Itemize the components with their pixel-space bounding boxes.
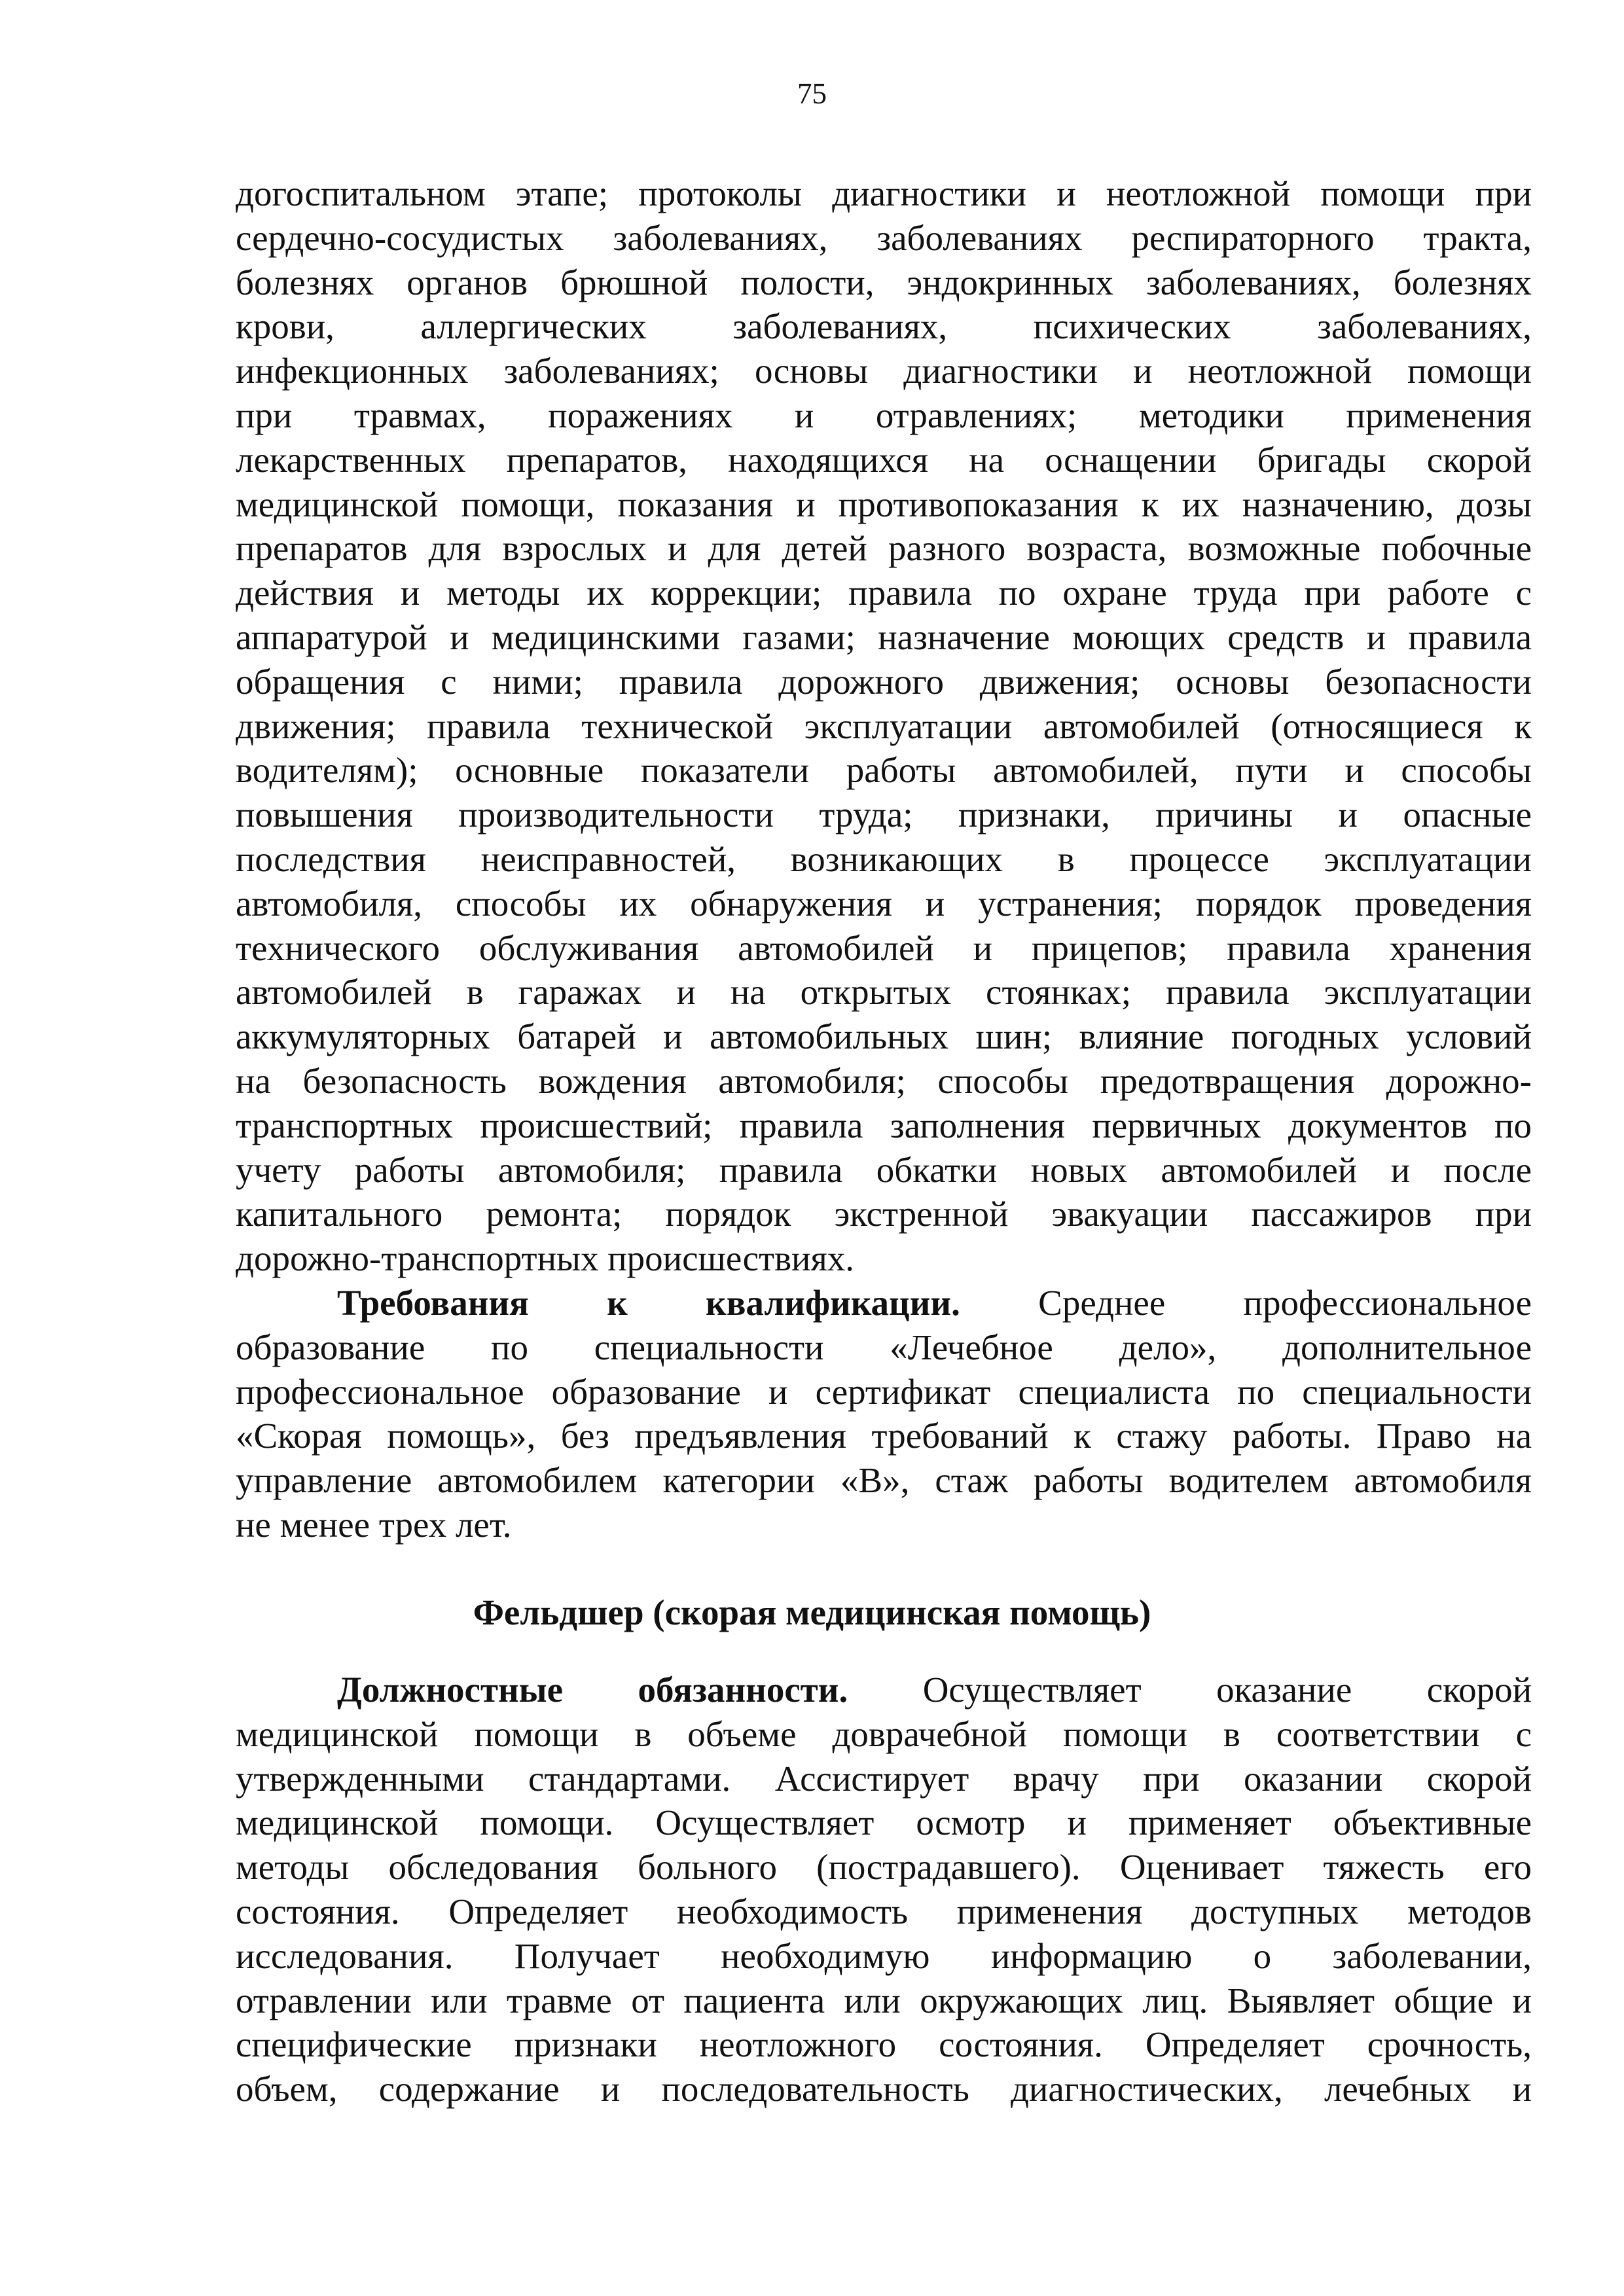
text-line: исследования. Получает необходимую информацию о заболевании, [236,1935,1532,1976]
text-line: не менее трех лет. [236,1504,512,1545]
page-number: 75 [797,77,827,110]
text-line: капитального ремонта; порядок экстренной эвакуации пассажиров при [236,1194,1532,1234]
text-line: отравлении или травме от пациента или окружающих лиц. Выявляет общие и [236,1980,1532,2020]
text-line: лекарственных препаратов, находящихся на оснащении бригады скорой [236,439,1532,480]
text-line: транспортных происшествий; правила заполнения первичных документов по [236,1105,1532,1145]
text-line: состояния. Определяет необходимость применения доступных методов [236,1891,1532,1931]
text-line-lead [236,1668,1532,1712]
text-line: медицинской помощи, показания и противопоказания к их назначению, дозы [236,484,1532,524]
text-line: автомобиля, способы их обнаружения и устранения; порядок проведения [236,883,1532,924]
text-line: «Скорая помощь», без предъявления требований к стажу работы. Право на [236,1416,1532,1456]
text-line: действия и методы их коррекции; правила по охране труда при работе с [236,573,1532,613]
text-line: технического обслуживания автомобилей и прицепов; правила хранения [236,927,1532,968]
text-line: автомобилей в гаражах и на открытых стоянках; правила эксплуатации [236,972,1532,1013]
paragraph-continuation [236,171,1532,1281]
text-line: управление автомобилем категории «В», стаж работы водителем автомобиля [236,1460,1532,1501]
text-line: болезнях органов брюшной полости, эндокринных заболеваниях, болезнях [236,262,1532,302]
duties-label: Должностные обязанности. [337,1670,848,1710]
text-line: дорожно-транспортных происшествиях. [236,1238,855,1279]
paragraph-duties [236,1668,1532,2111]
text-line: объем, содержание и последовательность диагностических, лечебных и [236,2069,1532,2109]
text-line: водителям); основные показатели работы автомобилей, пути и способы [236,750,1532,791]
text-line: медицинской помощи. Осуществляет осмотр и применяет объективные [236,1803,1532,1843]
duties-lead-text: Осуществляет оказание скорой [922,1670,1532,1710]
text-line: препаратов для взрослых и для детей разного возраста, возможные побочные [236,528,1532,569]
text-line: профессиональное образование и сертификат специалиста по специальности [236,1371,1532,1412]
qualification-label: Требования к квалификации. [337,1283,960,1323]
text-line: аккумуляторных батарей и автомобильных шин; влияние погодных условий [236,1016,1532,1057]
text-line: крови, аллергических заболеваниях, психических заболеваниях, [236,306,1532,347]
text-line: на безопасность вождения автомобиля; способы предотвращения дорожно- [236,1060,1532,1101]
text-line: повышения производительности труда; признаки, причины и опасные [236,795,1532,835]
qualification-lead-text: Среднее профессиональное [1038,1283,1532,1323]
paragraph-qualification [236,1281,1532,1547]
text-line: догоспитальном этапе; протоколы диагностики и неотложной помощи при [236,173,1532,213]
text-line: методы обследования больного (пострадавшего). Оценивает тяжесть его [236,1847,1532,1888]
text-line: обращения с ними; правила дорожного движения; основы безопасности [236,661,1532,702]
text-line: при травмах, поражениях и отравлениях; методики применения [236,395,1532,435]
text-line: сердечно-сосудистых заболеваниях, заболеваниях респираторного тракта, [236,217,1532,258]
text-line: образование по специальности «Лечебное дело», дополнительное [236,1327,1532,1367]
text-line: учету работы автомобиля; правила обкатки новых автомобилей и после [236,1149,1532,1190]
text-line: инфекционных заболеваниях; основы диагностики и неотложной помощи [236,351,1532,391]
text-line-lead [236,1281,1532,1325]
text-line: движения; правила технической эксплуатации автомобилей (относящиеся к [236,706,1532,746]
text-line: аппаратурой и медицинскими газами; назначение моющих средств и правила [236,617,1532,657]
text-line: медицинской помощи в объеме доврачебной помощи в соответствии с [236,1713,1532,1754]
text-line: утвержденными стандартами. Ассистирует врачу при оказании скорой [236,1758,1532,1799]
text-line: специфические признаки неотложного состояния. Определяет срочность, [236,2024,1532,2065]
section-heading: Фельдшер (скорая медицинская помощь) [473,1592,1151,1632]
text-line: последствия неисправностей, возникающих в процессе эксплуатации [236,838,1532,879]
